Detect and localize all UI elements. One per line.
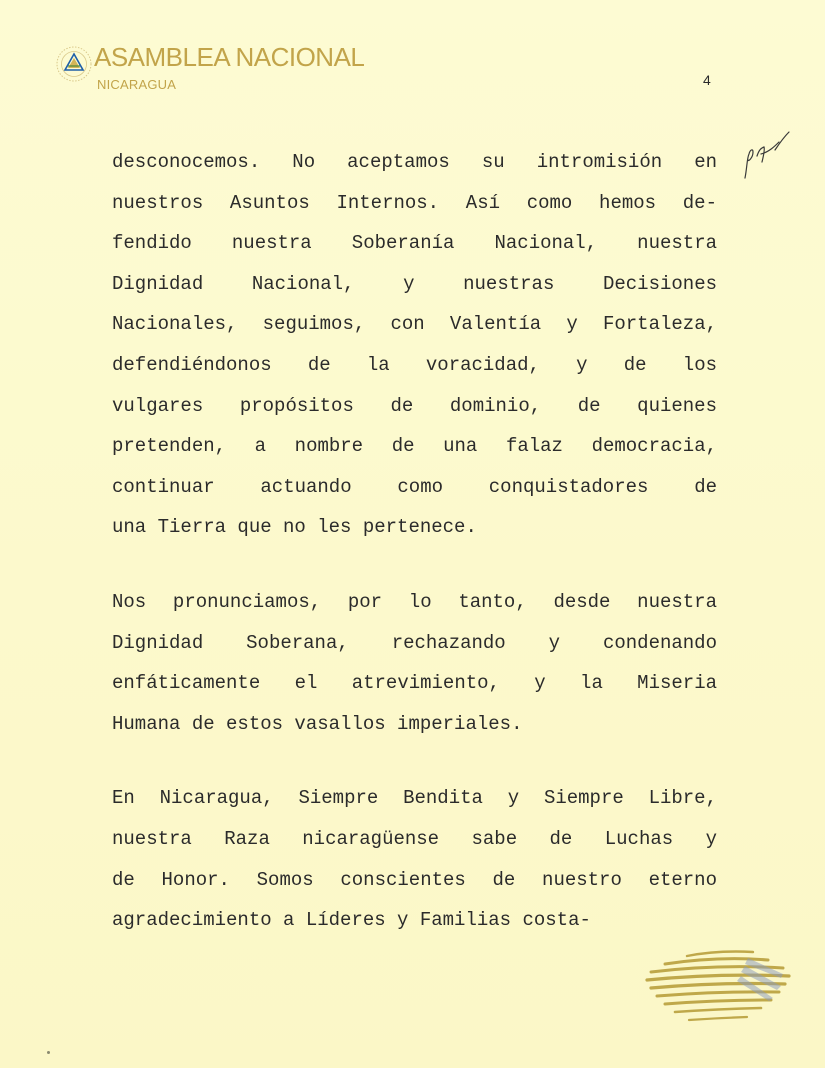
letter-body (112, 142, 717, 975)
text-line: defendiéndonos de la voracidad, y de los (112, 353, 717, 376)
text-line: nuestra Raza nicaragüense sabe de Luchas y (112, 827, 717, 850)
text-line: agradecimiento a Líderes y Familias costa- (112, 909, 591, 932)
text-line: continuar actuando como conquistadores de (112, 475, 717, 498)
text-line: Dignidad Soberana, rechazando y condenando (112, 631, 717, 654)
parliament-emblem-icon (643, 946, 793, 1026)
country-name: NICARAGUA (97, 77, 177, 92)
text-line: vulgares propósitos de dominio, de quienes (112, 394, 717, 417)
letterhead (54, 40, 454, 100)
text-line: Dignidad Nacional, y nuestras Decisiones (112, 272, 717, 295)
text-line: nuestros Asuntos Internos. Así como hemos de- (112, 191, 717, 214)
page-number: 4 (703, 72, 711, 88)
scan-speck (47, 1051, 50, 1054)
paragraph (112, 778, 717, 940)
text-line: Nos pronunciamos, por lo tanto, desde nuestra (112, 590, 717, 613)
text-line: de Honor. Somos conscientes de nuestro eterno (112, 868, 717, 891)
national-seal-icon (54, 44, 94, 84)
text-line: desconocemos. No aceptamos su intromisión en (112, 151, 717, 173)
text-line: enfáticamente el atrevimiento, y la Miseria (112, 672, 717, 695)
text-line: pretenden, a nombre de una falaz democracia, (112, 435, 717, 458)
handwritten-initials (735, 128, 793, 186)
text-line: Nacionales, seguimos, con Valentía y Fortaleza, (112, 313, 717, 336)
paragraph (112, 142, 717, 548)
text-line: Humana de estos vasallos imperiales. (112, 712, 523, 735)
paragraph (112, 582, 717, 744)
org-name: ASAMBLEA NACIONAL (94, 42, 365, 72)
text-line: fendido nuestra Soberanía Nacional, nuestra (112, 232, 717, 255)
text-line: En Nicaragua, Siempre Bendita y Siempre Libre, (112, 787, 717, 810)
text-line: una Tierra que no les pertenece. (112, 516, 477, 539)
